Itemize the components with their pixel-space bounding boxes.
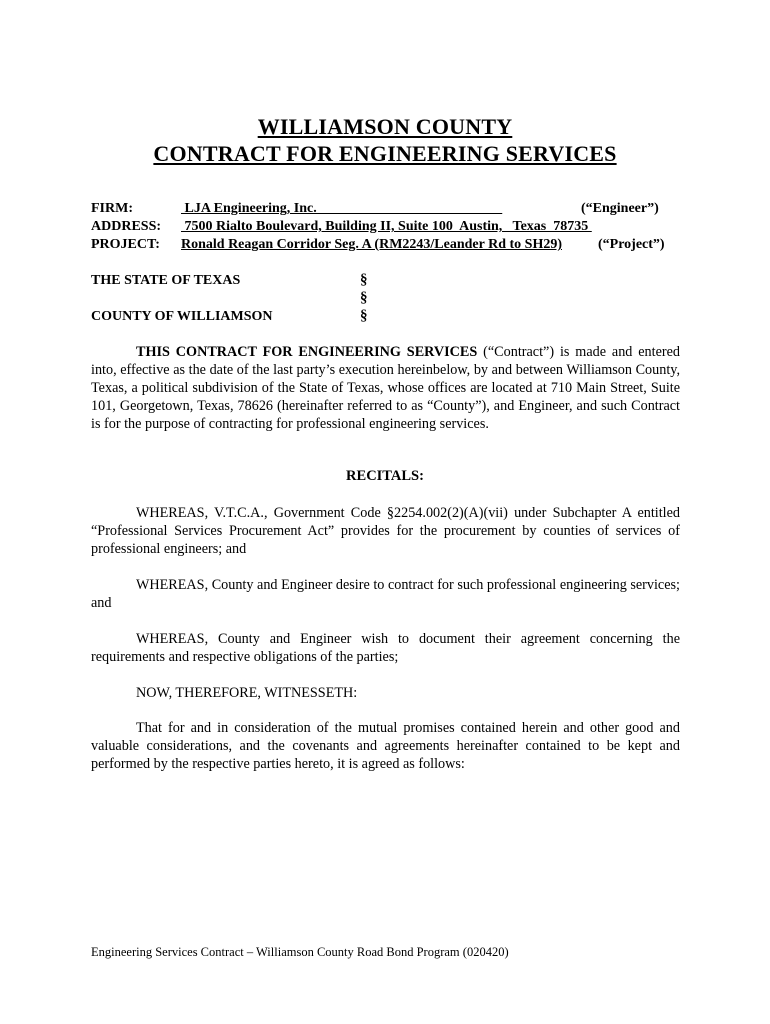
county-of-williamson: COUNTY OF WILLIAMSON xyxy=(91,309,273,324)
firm-label: FIRM: xyxy=(91,201,133,216)
state-of-texas: THE STATE OF TEXAS xyxy=(91,273,241,288)
firm-suffix: (“Engineer”) xyxy=(581,201,659,216)
project-suffix: (“Project”) xyxy=(598,237,665,252)
section-symbol-3: § xyxy=(360,308,368,324)
address-value: 7500 Rialto Boulevard, Building II, Suite 100 Austin, Texas 78735 xyxy=(181,219,592,234)
page-footer: Engineering Services Contract – Williamson County Road Bond Program (020420) xyxy=(91,945,509,959)
address-label: ADDRESS: xyxy=(91,219,162,234)
whereas-paragraph-2: WHEREAS, County and Engineer desire to contract for such professional engineering services; and xyxy=(91,577,680,611)
document-title-county: WILLIAMSON COUNTY xyxy=(257,114,513,139)
whereas-paragraph-1: WHEREAS, V.T.C.A., Government Code §2254.002(2)(A)(vii) under Subchapter A entitled “Professional Services Procurement Act” provides for the procurement by counties of services of professional engineers; and xyxy=(91,505,680,557)
project-value: Ronald Reagan Corridor Seg. A (RM2243/Leander Rd to SH29) xyxy=(181,237,562,252)
firm-value: LJA Engineering, Inc. xyxy=(181,201,503,216)
witnesseth-paragraph: NOW, THEREFORE, WITNESSETH: xyxy=(136,685,358,701)
section-symbol-1: § xyxy=(360,272,368,288)
project-label: PROJECT: xyxy=(91,237,160,252)
intro-paragraph xyxy=(91,343,680,433)
consideration-paragraph: That for and in consideration of the mutual promises contained herein and other good and valuable considerations, and the covenants and agreements hereinafter contained to be kept and performed by the respective parties hereto, it is agreed as follows: xyxy=(91,720,680,772)
intro-bold-text: THIS CONTRACT FOR ENGINEERING SERVICES xyxy=(136,344,478,360)
section-symbol-2: § xyxy=(360,290,368,306)
document-title-contract: CONTRACT FOR ENGINEERING SERVICES xyxy=(153,141,617,166)
recitals-heading: RECITALS: xyxy=(346,468,424,484)
intro-text: (“Contract”) is made and entered into, effective as the date of the last party’s execution hereinbelow, by and between Williamson County, Texas, a political subdivision of the State of Texas, whose offices are located at 710 Main Street, Suite 101, Georgetown, Texas, 78626 (hereinafter referred to as “County”), and Engineer, and such Contract is for the purpose of contracting for professional engineering services. xyxy=(91,344,681,432)
whereas-paragraph-3: WHEREAS, County and Engineer wish to document their agreement concerning the requirements and respective obligations of the parties; xyxy=(91,631,680,665)
